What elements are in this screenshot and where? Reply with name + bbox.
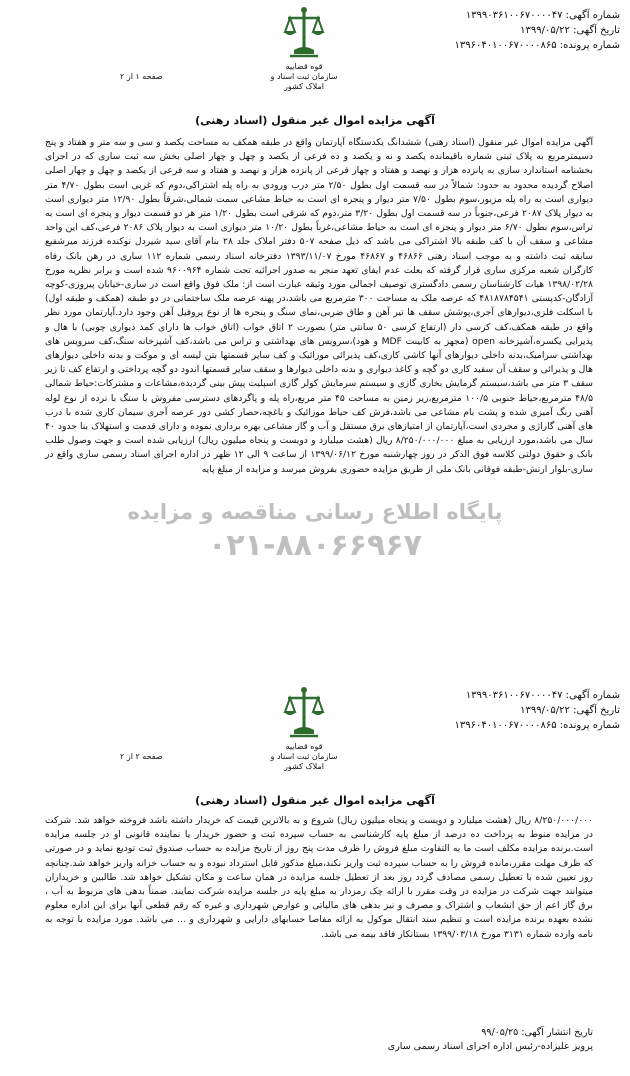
body-text: آگهی مزایده اموال غیر منقول (اسناد رهنی) ششدانگ یکدستگاه آپارتمان واقع در طبقه همکف به مساحت یکصد و سی و سه متر و هفتاد و پنج دسیمترمربع به پلاک ثبتی شماره باقیمانده یکصد و نه و یکصد و ده فرعی از یکصد و چهل و چهار اصلی بخش سه ثبت ساری که در اجرای بخشنامه استاندارد سازی به پانزده هزار و نهصد و هفتاد و چهار فرعی از پانزده هزار و نهصد و هفتاد و سه فرعی از یکصد و چهل و چهار اصلی اصلاح گردیده محدود به حدود: شمالاً در سه قسمت اول بطول ۲/۵۰ متر درب ورودی به راه پله اشتراکی،دوم که غربی است بطول ۴/۷۰ متر دیواری است به راه پله مزبور،سوم بطول ۷/۵۰ متر دیوار و پنجره ای است به حیاط مشاعی سمت شمالی،شرقاً بطول ۱۲/۹۰ متر دیواری است به دیوار پلاک ۲۰۸۷ فرعی،جنوباً در سه قسمت اول بطول ۳/۲۰ متر،دوم که شرقی است بطول ۱/۲۰ متر هر دو قسمت دیوار و پنجره ای است به تراس،سوم بطول ۶/۷۰ متر دیوار و پنجره ای است به حیاط مشاعی،غرباً بطول ۱۰/۲۰ متر دیواری است به دیوار پلاک ۲۰۸۶ فرعی،کف این واحد مشاعی و سقف آن با کف طبقه بالا اشتراکی می باشد که ذیل صفحه ۵۰۷ دفتر املاک جلد ۲۸ بنام آقای سید شیردل نوکنده فرزند میرشفیع سابقه ثبت داشته و به موجب اسناد رهنی ۴۶۸۶۶ و ۴۶۸۶۷ مورخ ۱۳۹۳/۱۱/۰۷ دفترخانه اسناد رسمی شماره ۱۱۲ ساری در رهن بانک رفاه کارگران شعبه مرکزی ساری قرار گرفته که بعلت عدم ایفای تعهد منجر به صدور اجرائیه تحت شماره ۹۶۰۰۹۶۴ شده است و برابر نظریه مورخ ۱۳۹۸/۰۲/۲۸ هیات کارشناسان رسمی دادگستری توصیف اجمالی مورد وثیقه عبارت است از: ملک فوق واقع است در ساری-خیابان پیروزی-کوچه آزادگان-کدپستی ۴۸۱۸۷۸۴۵۴۱ که عرصه ملک به مساحت ۳۰۰ مترمربع می باشد،در پهنه عرصه ملک ساختمانی در دو طبقه (همکف و طبقه اول) با اسکلت فلزی،دیوارهای آجری،پوشش سقف ها تیر آهن و طاق ضربی،نمای سنگ و پنجره ها از نوع پروفیل آهن وجود دارد.آپارتمان مورد نظر واقع در طبقه همکف،کف کرسی دار (ارتفاع کرسی ۵۰ سانتی متر) بصورت ۲ اتاق خواب (اتاق خواب ها دارای کمد دیواری چوبی) با هال و پذیرایی یکسره،آشپزخانه open (مجهز به کابینت MDF و هود)،سرویس های بهداشتی و تراس می باشد،کف آشپزخانه سنگ،کف سرویس های بهداشتی سرامیک،بدنه داخلی دیوارهای آنها کاشی کاری،کف پذیرائی موزائیک و کف سایر قسمتها بتن لیسه ای و موکت و بدنه داخلی دیوارهای هال و پذیرائی و سقف آن سفید کاری دو گچه و کاغذ دیواری و بدنه داخلی دیوارها و سقف سایر قسمتها اندود دو گچه پرداختی و ارتفاع کف تا زیر سقف ۳ متر می باشد،سیستم گرمایش بخاری گازی و سیستم سرمایش کولر گازی اسپلیت پیش بینی گردیده،مشاعات و مشترکات:حیاط شمالی ۴۸/۵ مترمربع،حیاط جنوبی ۱۰۰/۵ مترمربع،زیر زمین به مساحت ۴۵ متر مربع،راه پله و پاگردهای دسترسی مفروش با سنگ با نرده از نوع لوله آهنی رنگ آمیزی شده و پشت بام مشاعی می باشد،فرش کف حیاط موزائیک و باغچه،حصار کشی دور عرصه آجری سیمان کاری شده با درب های آهنی گاراژی و مجردی است،آپارتمان از امتیازهای برق مستقل و آب و گاز مشاعی بهره برداری نموده و دارای قدمت و استهلاک بنا حدود ۴۰ سال می باشد،مورد ارزیابی به مبلغ ۸/۲۵۰/۰۰۰/۰۰۰ ریال (هشت میلیارد و دویست و پنجاه میلیون ریال) ارزیابی شده است و جهت وصول طلب بانک و حقوق دولتی کلاسه فوق الذکر در روز چهارشنبه مورخ ۱۳۹۹/۰۶/۱۲ از ساعت ۹ الی ۱۲ ظهر در اداره اجرای اسناد رسمی ساری واقع در ساری-بلوار ارتش-طبقه فوقانی بانک ملی از طریق مزایده حضوری بفروش میرسد و مزایده از مبلغ پایه — [45, 137, 594, 475]
ad-number: شماره آگهی: ۱۳۹۹۰۳۶۱۰۰۶۷۰۰۰۰۴۷ — [465, 10, 620, 21]
announcement-title: آگهی مزایده اموال غیر منقول (اسناد رهنی) — [195, 114, 435, 127]
watermark-site-name: پایگاه اطلاع رسانی مناقصه و مزایده — [127, 500, 503, 524]
ad-date: تاریخ آگهی: ۱۳۹۹/۰۵/۲۲ — [520, 705, 620, 716]
announcement-body — [45, 136, 593, 477]
judiciary-logo — [262, 4, 346, 94]
judiciary-logo — [262, 684, 346, 774]
page-number: صفحه ۲ از ۲ — [120, 752, 163, 761]
signature-block — [45, 1026, 593, 1054]
logo-caption-registry: سازمان ثبت اسناد و املاک کشور — [270, 72, 338, 91]
logo-caption-registry: سازمان ثبت اسناد و املاک کشور — [270, 752, 338, 771]
announcement-body — [45, 814, 593, 942]
file-number: شماره پرونده: ۱۳۹۶۰۴۰۱۰۰۶۷۰۰۰۰۸۶۵ — [454, 720, 620, 731]
scales-emblem-icon — [282, 684, 326, 742]
page-header — [0, 680, 630, 800]
ad-number: شماره آگهی: ۱۳۹۹۰۳۶۱۰۰۶۷۰۰۰۰۴۷ — [465, 690, 620, 701]
ad-meta — [300, 8, 620, 53]
file-number: شماره پرونده: ۱۳۹۶۰۴۰۱۰۰۶۷۰۰۰۰۸۶۵ — [454, 40, 620, 51]
logo-caption-judiciary: قوه قضاییه — [285, 742, 323, 751]
logo-caption-judiciary: قوه قضاییه — [285, 62, 323, 71]
signatory: پرویز علیزاده-رئیس اداره اجرای اسناد رسمی ساری — [387, 1041, 593, 1052]
announcement-title: آگهی مزایده اموال غیر منقول (اسناد رهنی) — [195, 794, 435, 807]
body-text: ۸/۲۵۰/۰۰۰/۰۰۰ ریال (هشت میلیارد و دویست و پنجاه میلیون ریال) شروع و به بالاترین قیمت که خریدار داشته باشد فروخته خواهد شد. شرکت در مزایده منوط به پرداخت ده درصد از مبلغ پایه کارشناسی به حساب سپرده ثبت و حضور خریدار یا نماینده قانونی او در جلسه مزایده است.برنده مزایده مکلف است ما به التفاوت مبلغ فروش را ظرف مدت پنج روز از تاریخ مزایده به حساب صندوق ثبت تودیع نماید و در صورتی که ظرف مهلت مقرر،مانده فروش را به حساب سپرده ثبت واریز نکند،مبلغ مذکور قابل استرداد نبوده و به حساب خزانه واریز خواهد شد.چنانچه روز تعیین شده با تعطیل رسمی مصادف گردد روز بعد از تعطیل جلسه مزایده در همان ساعت و مکان تشکیل خواهد شد. طالبین و خریداران میتوانند جهت شرکت در مزایده در وقت مقرر با ارائه چک رمزدار به مبلغ پایه در جلسه مزایده شرکت نمایند. ضمناً بدهی های مربوط به آب ، برق گاز اعم از حق انشعاب و اشتراک و مصرف و نیز بدهی های مالیاتی و عوارض شهرداری و غیره که رقم قطعی آنها برای این اداره معلوم نشده بعهده برنده مزایده است و تنظیم سند انتقال موکول به ارائه مفاصا حسابهای دارایی و شهرداری و ... می باشد. مورد مزایده با توجه به نامه وارده شماره ۳۱۳۱ مورخ ۱۳۹۹/۰۳/۱۸ بستانکار فاقد بیمه می باشد. — [45, 815, 593, 940]
page-number: صفحه ۱ از ۲ — [120, 72, 163, 81]
watermark-phone: ۰۲۱-۸۸۰۶۶۹۶۷ — [208, 528, 422, 563]
page-header — [0, 0, 630, 120]
scales-emblem-icon — [282, 4, 326, 62]
announcement-page-2 — [0, 560, 630, 1076]
ad-date: تاریخ آگهی: ۱۳۹۹/۰۵/۲۲ — [520, 25, 620, 36]
ad-meta — [300, 688, 620, 733]
publish-date: تاریخ انتشار آگهی: ۹۹/۰۵/۲۵ — [481, 1027, 593, 1038]
